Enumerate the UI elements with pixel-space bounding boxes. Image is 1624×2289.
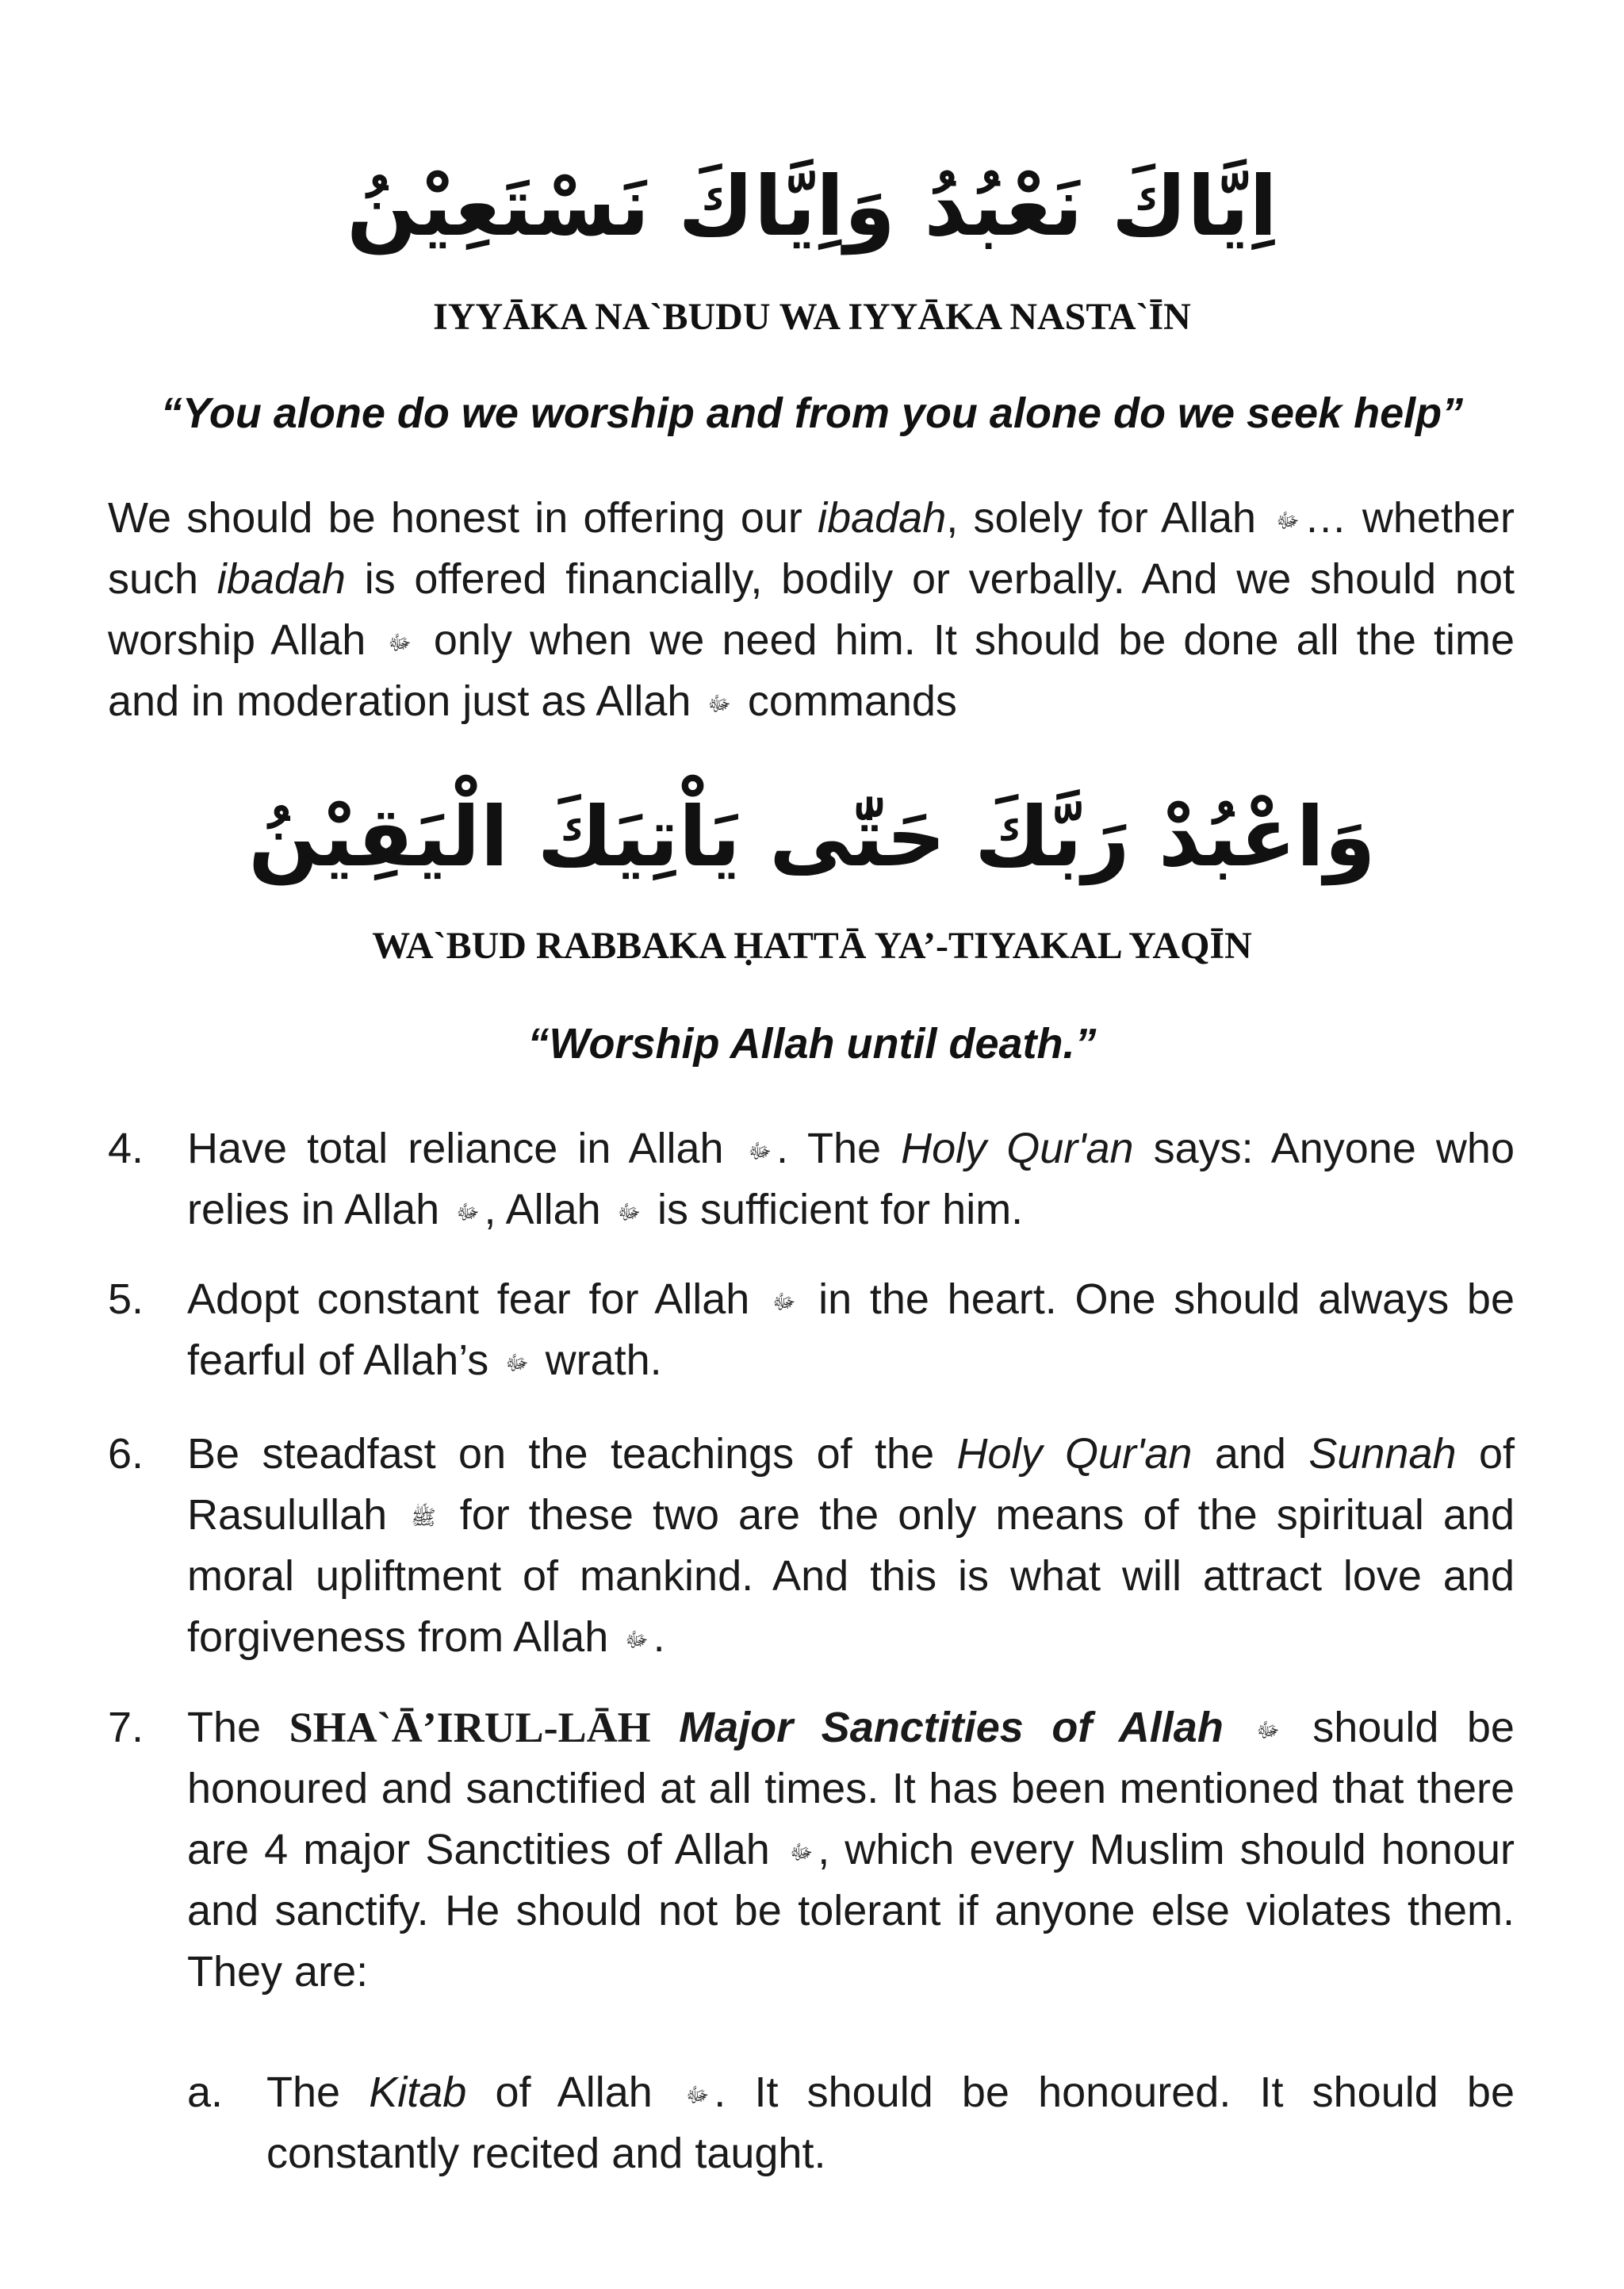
list-item-text xyxy=(266,2062,1515,2184)
item-text: in the heart. One should always be fearful of Allah’s xyxy=(187,1275,1515,1384)
paragraph-text: We should be honest in offering our xyxy=(108,494,818,542)
item-text: . It should be honoured. It should be constantly recited and taught. xyxy=(266,2069,1515,2177)
translation-2: “Worship Allah until death.” xyxy=(527,1020,1097,1068)
item-text: is sufficient for him. xyxy=(645,1186,1024,1233)
list-number: 4. xyxy=(108,1125,144,1172)
item-text: Adopt constant fear for Allah xyxy=(187,1275,768,1323)
list-number: 6. xyxy=(108,1430,144,1478)
item-text: , which every Muslim should honour and sanctify. He should not be tolerant if anyone else violates them. They are: xyxy=(187,1826,1515,1996)
item-text: and xyxy=(1192,1430,1309,1478)
honorific-icon: ﷻ xyxy=(1256,1719,1280,1743)
item-text: says: Anyone who relies in Allah xyxy=(187,1125,1515,1233)
paragraph-text: , solely for Allah xyxy=(946,494,1272,542)
item-term: Kitab xyxy=(369,2069,467,2116)
list-item-text xyxy=(187,1697,1515,2003)
item-term: Sunnah xyxy=(1308,1430,1457,1478)
honorific-icon: ﷻ xyxy=(748,1140,772,1164)
honorific-icon: ﷻ xyxy=(456,1201,480,1225)
item-text: . xyxy=(653,1613,665,1661)
honorific-prophet-icon: ﷺ xyxy=(411,1506,436,1530)
paragraph-term: ibadah xyxy=(216,555,346,603)
item-text: . The xyxy=(776,1125,902,1172)
paragraph-text: commands xyxy=(735,677,957,725)
honorific-icon: ﷻ xyxy=(617,1201,642,1225)
transliteration-1: IYYĀKA NA`BUDU WA IYYĀKA NASTA`ĪN xyxy=(433,296,1191,338)
item-text: The xyxy=(187,1704,289,1751)
item-text: of Allah xyxy=(466,2069,681,2116)
arabic-verse-2: وَاعْبُدْ رَبَّكَ حَتّٰى يَاْتِيَكَ الْيَقِيْنُ xyxy=(248,788,1376,885)
list-number: 7. xyxy=(108,1704,144,1751)
honorific-icon: ﷻ xyxy=(625,1628,649,1652)
list-item-text xyxy=(187,1424,1515,1668)
item-term: SHA`Ā’IRUL-LĀH xyxy=(289,1704,651,1751)
honorific-icon: ﷻ xyxy=(685,2084,710,2107)
list-letter: a. xyxy=(187,2069,224,2116)
item-text: should be honoured and sanctified at all times. It has been mentioned that there are 4 major Sanctities of Allah xyxy=(187,1704,1515,1873)
paragraph-text: … whether such xyxy=(108,494,1515,603)
list-item-text xyxy=(187,1118,1515,1240)
item-text: Be steadfast on the teachings of the xyxy=(187,1430,957,1478)
honorific-icon: ﷻ xyxy=(772,1290,796,1314)
item-text: , Allah xyxy=(484,1186,613,1233)
item-term: Holy Qur'an xyxy=(901,1125,1134,1172)
item-text: for these two are the only means of the spiritual and moral upliftment of mankind. And this is what will attract love and forgiveness from Allah xyxy=(187,1491,1515,1661)
paragraph-text: is offered financially, bodily or verbally. And we should not worship Allah xyxy=(108,555,1515,664)
honorific-icon: ﷻ xyxy=(388,631,412,655)
translation-1: “You alone do we worship and from you alone do we seek help” xyxy=(160,389,1464,437)
list-number: 5. xyxy=(108,1275,144,1323)
item-text: wrath. xyxy=(533,1336,662,1384)
item-term: Major Sanctities of Allah xyxy=(650,1704,1224,1751)
honorific-icon: ﷻ xyxy=(789,1841,814,1865)
honorific-icon: ﷻ xyxy=(1276,509,1300,533)
arabic-verse-1: اِيَّاكَ نَعْبُدُ وَاِيَّاكَ نَسْتَعِيْنُ xyxy=(347,158,1277,255)
transliteration-2: WA`BUD RABBAKA ḤATTĀ YA’-TIYAKAL YAQĪN xyxy=(372,925,1252,967)
body-paragraph xyxy=(108,488,1515,732)
paragraph-term: ibadah xyxy=(818,494,947,542)
item-term: Holy Qur'an xyxy=(956,1430,1193,1478)
list-item-text xyxy=(187,1269,1515,1391)
paragraph-text: only when we need him. It should be done all the time and in moderation just as Allah xyxy=(108,616,1515,725)
honorific-icon: ﷻ xyxy=(707,692,731,716)
item-text: Have total reliance in Allah xyxy=(187,1125,744,1172)
item-text: of Rasulullah xyxy=(187,1430,1515,1539)
honorific-icon: ﷻ xyxy=(505,1352,529,1375)
item-text: The xyxy=(266,2069,370,2116)
